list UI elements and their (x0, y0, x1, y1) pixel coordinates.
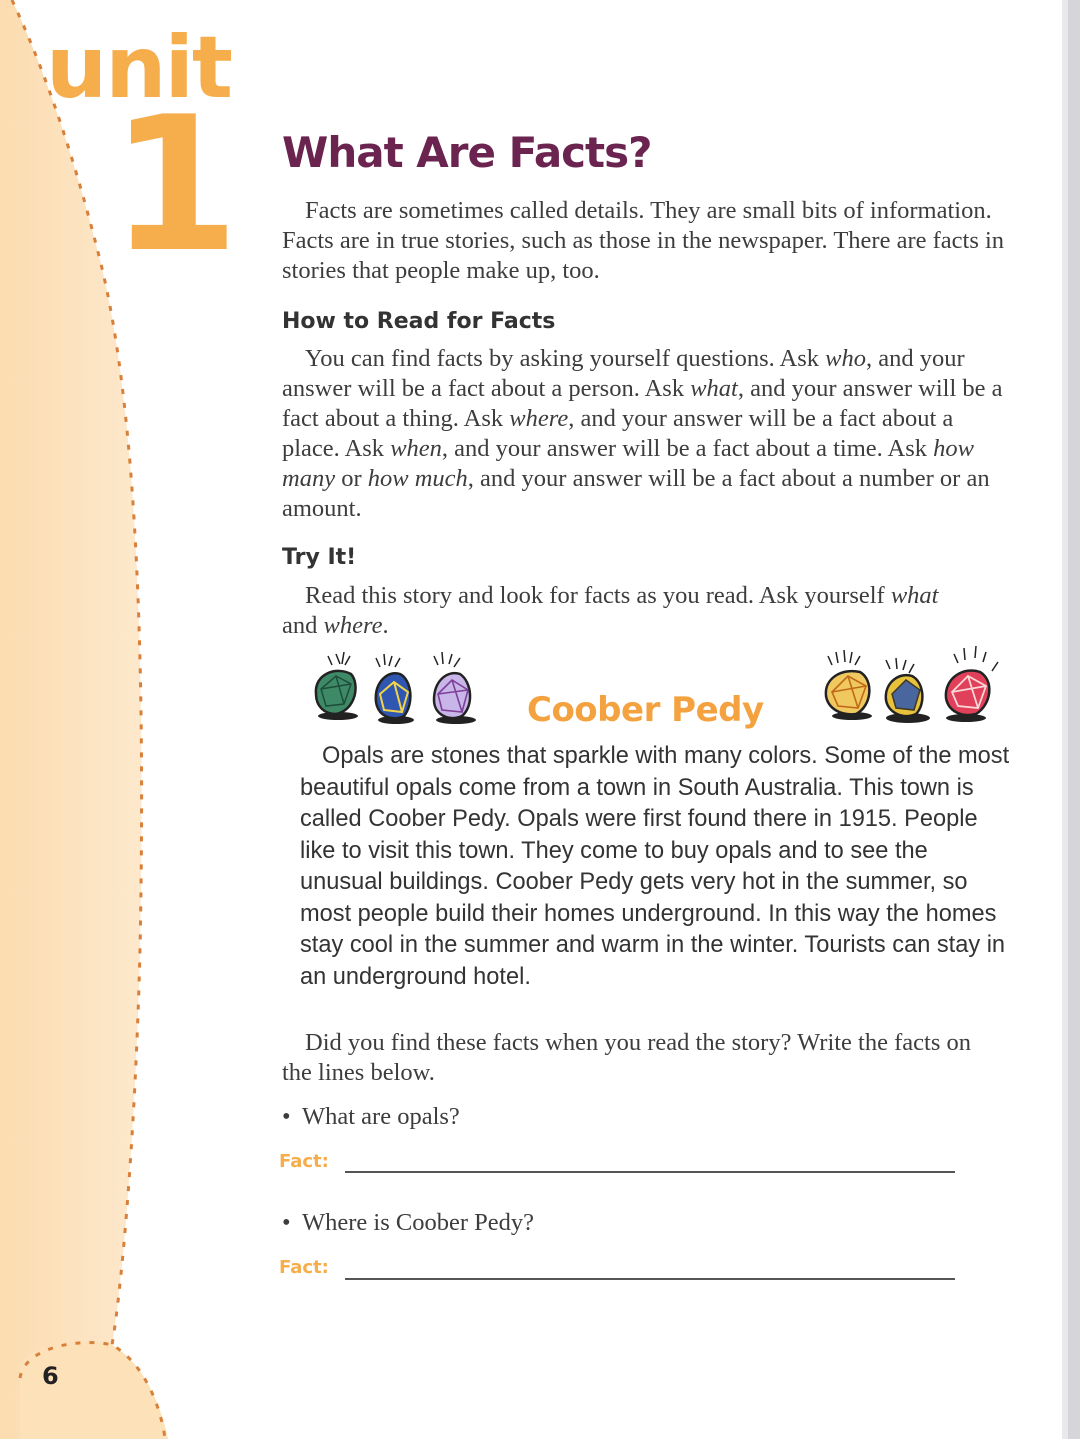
right-opal-gems-icon (816, 640, 1016, 730)
question-2: • Where is Coober Pedy? (282, 1209, 534, 1236)
unit-number: 1 (110, 76, 240, 293)
fact-label-1: Fact: (279, 1151, 329, 1172)
left-opal-gems-icon (296, 644, 496, 730)
how-to-heading: How to Read for Facts (282, 309, 556, 334)
questions-intro: Did you find these facts when you read the story? Write the facts on the lines below. (282, 1029, 971, 1086)
page-number: 6 (42, 1362, 59, 1390)
try-it-heading: Try It! (282, 545, 357, 570)
fact-answer-line-2[interactable] (345, 1278, 955, 1280)
try-it-paragraph: Read this story and look for facts as you read. Ask yourself what and where. (282, 582, 939, 639)
intro-paragraph: Facts are sometimes called details. They are small bits of information. Facts are in true stories, such as those in the newspaper. There are facts in stories that people make up, too. (282, 197, 1005, 284)
unit-label: unit (46, 18, 232, 118)
story-paragraph: Opals are stones that sparkle with many colors. Some of the most beautiful opals come from a town in South Australia. This town is called Coober Pedy. Opals were first found there in 1915. People like to visit this town. They come to buy opals and to see the unusual buildings. Coober Pedy gets very hot in the summer, so most people build their homes underground. In this way the homes stay cool in the summer and warm in the winter. Tourists can stay in an underground hotel. (300, 743, 1010, 990)
story-title: Coober Pedy (527, 690, 764, 730)
page-number-circle (20, 1342, 168, 1439)
fact-label-2: Fact: (279, 1257, 329, 1278)
question-1: • What are opals? (282, 1103, 460, 1130)
fact-answer-line-1[interactable] (345, 1171, 955, 1173)
page-title: What Are Facts? (282, 128, 652, 177)
how-to-paragraph: You can find facts by asking yourself questions. Ask who, and your answer will be a fact about a person. Ask what, and your answer will be a fact about a thing. Ask where, and your answer will be a fact about a place. Ask when, and your answer will be a fact about a time. Ask how many or how much, and your answer will be a fact about a number or an amount. (282, 345, 1003, 522)
